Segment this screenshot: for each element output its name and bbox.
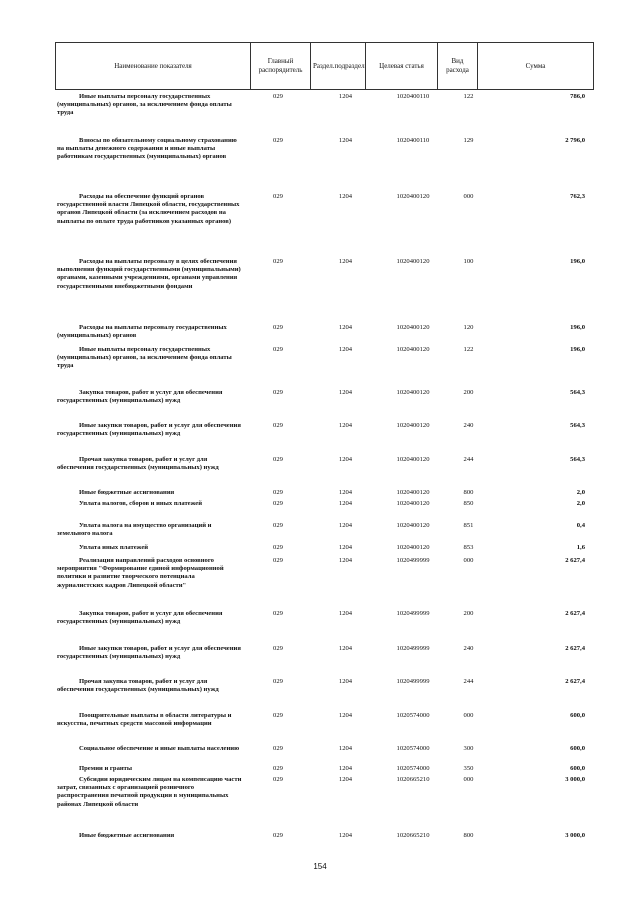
row-summa: 196,0 <box>570 346 585 353</box>
header-summa: Сумма <box>478 43 594 90</box>
row-name: Премии и гранты <box>79 765 133 772</box>
row-tselevaya: 1020499999 <box>396 645 430 652</box>
row-vid: 800 <box>463 489 474 496</box>
row-summa: 2 627,4 <box>565 557 585 564</box>
row-vid: 122 <box>463 93 474 100</box>
row-summa: 600,0 <box>570 765 585 772</box>
row-tselevaya: 1020400120 <box>396 500 430 507</box>
row-glavny: 029 <box>273 645 283 652</box>
row-vid: 100 <box>463 258 474 265</box>
row-summa: 2 627,4 <box>565 645 585 652</box>
row-razdel: 1204 <box>338 93 353 100</box>
row-glavny: 029 <box>273 193 283 200</box>
row-name: Поощрительные выплаты в области литературы и искусства, печатных средств массовой информации <box>57 712 232 728</box>
row-tselevaya: 1020400110 <box>396 137 430 144</box>
row-glavny: 029 <box>273 93 283 100</box>
header-razdel: Раздел.подраздел <box>311 43 366 90</box>
row-tselevaya: 1020499999 <box>396 557 430 564</box>
row-razdel: 1204 <box>338 193 353 200</box>
row-summa: 564,3 <box>570 456 585 463</box>
row-razdel: 1204 <box>338 456 353 463</box>
row-name: Закупка товаров, работ и услуг для обеспечения государственных (муниципальных) нужд <box>57 610 223 626</box>
row-summa: 564,3 <box>570 389 585 396</box>
row-tselevaya: 1020574000 <box>396 712 430 719</box>
row-razdel: 1204 <box>338 712 353 719</box>
row-razdel: 1204 <box>338 544 353 551</box>
row-name: Иные выплаты персоналу государственных (муниципальных) органов, за исключением фонда оплаты труда <box>57 346 232 370</box>
row-summa: 600,0 <box>570 712 585 719</box>
row-vid: 000 <box>463 776 474 783</box>
row-name: Социальное обеспечение и иные выплаты населению <box>79 745 240 752</box>
row-tselevaya: 1020400120 <box>396 522 430 529</box>
header-vid: Вид расхода <box>438 43 478 90</box>
row-vid: 129 <box>463 137 474 144</box>
row-glavny: 029 <box>273 678 283 685</box>
row-glavny: 029 <box>273 324 283 331</box>
row-name: Уплата иных платежей <box>79 544 149 551</box>
row-razdel: 1204 <box>338 258 353 265</box>
row-glavny: 029 <box>273 610 283 617</box>
row-name: Расходы на обеспечение функций органов государственной власти Липецкой области, государственных органов Липецкой области (за исключением расходов на выплаты по оплате труда работников указанных органов) <box>57 193 240 225</box>
row-tselevaya: 1020400120 <box>396 456 430 463</box>
row-glavny: 029 <box>273 346 283 353</box>
row-tselevaya: 1020400110 <box>396 93 430 100</box>
row-tselevaya: 1020400120 <box>396 324 430 331</box>
row-razdel: 1204 <box>338 745 353 752</box>
row-summa: 2,0 <box>576 500 585 507</box>
row-name: Расходы на выплаты персоналу в целях обеспечения выполнения функций государственными (муниципальными) органами, казенными учреждениями, органами управления государственными внебюджетными фондами <box>57 258 241 290</box>
row-summa: 564,3 <box>570 422 585 429</box>
row-glavny: 029 <box>273 258 283 265</box>
row-tselevaya: 1020499999 <box>396 678 430 685</box>
row-glavny: 029 <box>273 544 283 551</box>
row-razdel: 1204 <box>338 422 353 429</box>
row-name: Иные бюджетные ассигнования <box>79 832 175 839</box>
row-razdel: 1204 <box>338 832 353 839</box>
row-glavny: 029 <box>273 712 283 719</box>
row-tselevaya: 1020400120 <box>396 544 430 551</box>
row-razdel: 1204 <box>338 324 353 331</box>
row-summa: 2 627,4 <box>565 678 585 685</box>
row-name: Иные бюджетные ассигнования <box>79 489 175 496</box>
row-tselevaya: 1020574000 <box>396 765 430 772</box>
row-vid: 200 <box>463 610 474 617</box>
row-razdel: 1204 <box>338 489 353 496</box>
row-vid: 850 <box>463 500 474 507</box>
row-tselevaya: 1020400120 <box>396 489 430 496</box>
row-tselevaya: 1020400120 <box>396 193 430 200</box>
row-tselevaya: 1020400120 <box>396 258 430 265</box>
row-summa: 762,3 <box>570 193 585 200</box>
row-summa: 0,4 <box>576 522 585 529</box>
header-tselevaya: Целевая статья <box>366 43 438 90</box>
row-name: Прочая закупка товаров, работ и услуг для обеспечения государственных (муниципальных) нужд <box>57 456 219 472</box>
row-summa: 786,0 <box>570 93 585 100</box>
header-glavny: Главный распорядитель <box>251 43 311 90</box>
row-razdel: 1204 <box>338 522 353 529</box>
row-razdel: 1204 <box>338 765 353 772</box>
row-vid: 240 <box>463 645 474 652</box>
row-summa: 196,0 <box>570 258 585 265</box>
row-vid: 240 <box>463 422 474 429</box>
row-vid: 244 <box>463 678 474 685</box>
row-tselevaya: 1020499999 <box>396 610 430 617</box>
row-name: Реализация направлений расходов основного мероприятия "Формирование единой информационной политики и развитие творческого потенциала журналистских кадров Липецкой области" <box>57 557 224 589</box>
row-vid: 000 <box>463 712 474 719</box>
row-tselevaya: 1020665210 <box>396 832 430 839</box>
row-summa: 3 000,0 <box>565 832 585 839</box>
row-vid: 122 <box>463 346 474 353</box>
row-name: Уплата налога на имущество организаций и земельного налога <box>57 522 212 538</box>
row-razdel: 1204 <box>338 776 353 783</box>
row-vid: 244 <box>463 456 474 463</box>
page-number: 154 <box>313 862 327 871</box>
row-summa: 1,6 <box>576 544 585 551</box>
row-tselevaya: 1020400120 <box>396 389 430 396</box>
row-tselevaya: 1020665210 <box>396 776 430 783</box>
row-summa: 196,0 <box>570 324 585 331</box>
row-name: Уплата налогов, сборов и иных платежей <box>79 500 203 507</box>
row-summa: 600,0 <box>570 745 585 752</box>
row-razdel: 1204 <box>338 389 353 396</box>
header-name: Наименование показателя <box>56 43 251 90</box>
row-glavny: 029 <box>273 557 283 564</box>
row-tselevaya: 1020400120 <box>396 422 430 429</box>
row-vid: 200 <box>463 389 474 396</box>
row-vid: 853 <box>463 544 474 551</box>
row-name: Иные выплаты персоналу государственных (муниципальных) органов, за исключением фонда оплаты труда <box>57 93 232 117</box>
row-glavny: 029 <box>273 500 283 507</box>
row-razdel: 1204 <box>338 500 353 507</box>
row-razdel: 1204 <box>338 137 353 144</box>
row-vid: 300 <box>463 745 474 752</box>
row-vid: 000 <box>463 557 474 564</box>
row-glavny: 029 <box>273 389 283 396</box>
row-glavny: 029 <box>273 522 283 529</box>
row-tselevaya: 1020574000 <box>396 745 430 752</box>
row-name: Субсидии юридическим лицам на компенсацию части затрат, связанных с организацией розничного распространения печатной продукции в муниципальных районах Липецкой области <box>57 776 242 808</box>
row-name: Закупка товаров, работ и услуг для обеспечения государственных (муниципальных) нужд <box>57 389 223 405</box>
row-name: Расходы на выплаты персоналу государственных (муниципальных) органов <box>57 324 227 340</box>
row-name: Взносы по обязательному социальному страхованию на выплаты денежного содержания и иные выплаты работникам государственных (муниципальных) органов <box>57 137 237 161</box>
row-vid: 120 <box>463 324 474 331</box>
row-glavny: 029 <box>273 765 283 772</box>
row-vid: 350 <box>463 765 474 772</box>
row-summa: 2 627,4 <box>565 610 585 617</box>
row-razdel: 1204 <box>338 557 353 564</box>
row-glavny: 029 <box>273 137 283 144</box>
row-tselevaya: 1020400120 <box>396 346 430 353</box>
row-glavny: 029 <box>273 745 283 752</box>
row-name: Иные закупки товаров, работ и услуг для обеспечения государственных (муниципальных) нужд <box>57 422 241 438</box>
row-razdel: 1204 <box>338 645 353 652</box>
row-vid: 800 <box>463 832 474 839</box>
row-glavny: 029 <box>273 776 283 783</box>
table-header <box>55 42 594 90</box>
row-vid: 851 <box>463 522 474 529</box>
row-glavny: 029 <box>273 422 283 429</box>
row-vid: 000 <box>463 193 474 200</box>
row-glavny: 029 <box>273 832 283 839</box>
row-glavny: 029 <box>273 456 283 463</box>
row-name: Прочая закупка товаров, работ и услуг для обеспечения государственных (муниципальных) нужд <box>57 678 219 694</box>
row-name: Иные закупки товаров, работ и услуг для обеспечения государственных (муниципальных) нужд <box>57 645 241 661</box>
row-razdel: 1204 <box>338 610 353 617</box>
row-summa: 2 796,0 <box>565 137 585 144</box>
row-glavny: 029 <box>273 489 283 496</box>
row-summa: 2,0 <box>576 489 585 496</box>
row-summa: 3 000,0 <box>565 776 585 783</box>
row-razdel: 1204 <box>338 678 353 685</box>
row-razdel: 1204 <box>338 346 353 353</box>
